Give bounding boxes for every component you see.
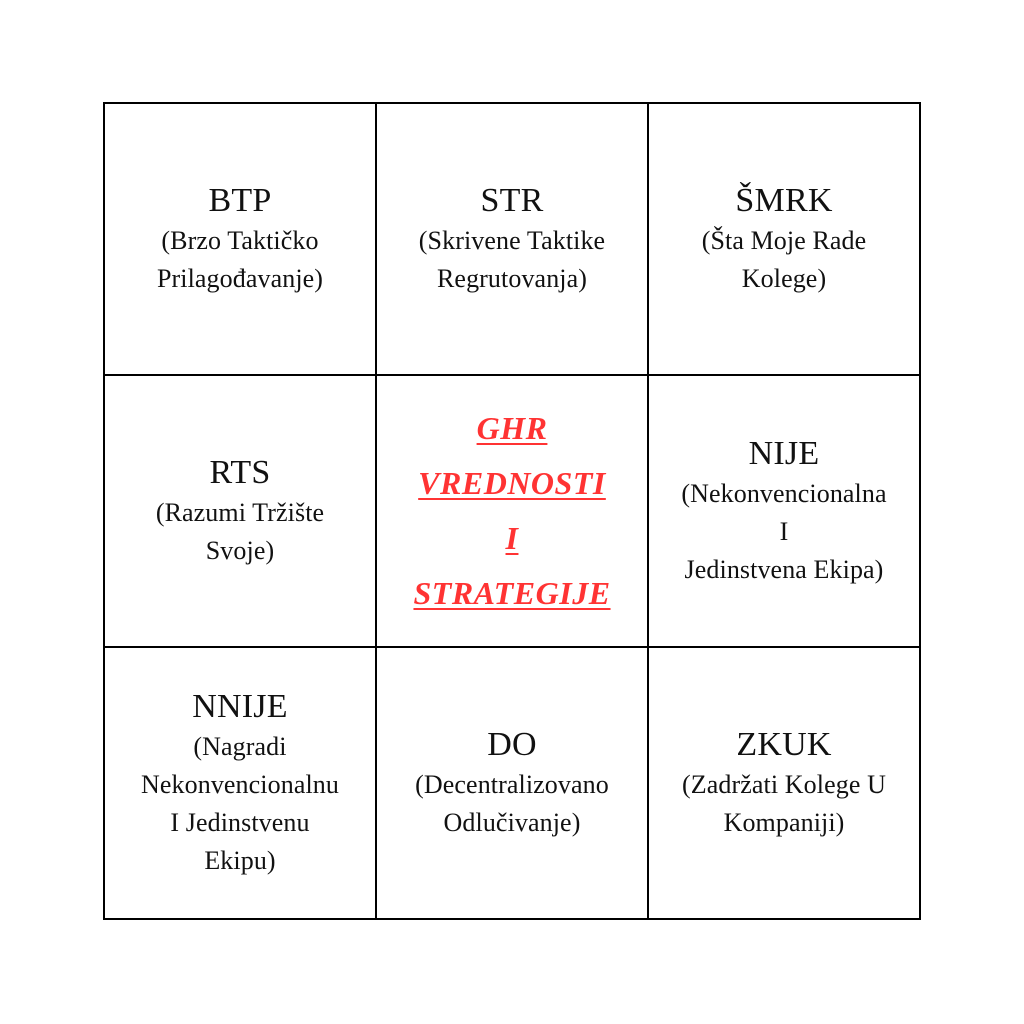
cell-str — [377, 104, 649, 376]
cell-smrk — [649, 104, 919, 376]
cell-description-line: Kompaniji) — [723, 807, 845, 837]
cell-description-line: Svoje) — [205, 535, 275, 565]
values-grid — [103, 102, 921, 920]
center-title-line: STRATEGIJE — [413, 575, 611, 611]
cell-abbreviation: DO — [487, 725, 537, 763]
cell-description-line: I Jedinstvenu — [170, 807, 310, 837]
cell-description-line: (Skrivene Taktike — [418, 225, 606, 255]
cell-description-line: Odlučivanje) — [443, 807, 581, 837]
cell-description-line: Prilagođavanje) — [156, 263, 324, 293]
cell-abbreviation: NIJE — [748, 434, 820, 472]
cell-abbreviation: ŠMRK — [735, 181, 833, 219]
cell-do — [377, 648, 649, 918]
cell-abbreviation: STR — [480, 181, 544, 219]
cell-description-line: (Nekonvencionalna — [681, 478, 887, 508]
cell-description-line: Ekipu) — [204, 845, 276, 875]
cell-description-line: (Razumi Tržište — [155, 497, 325, 527]
cell-abbreviation: NNIJE — [192, 687, 288, 725]
cell-nnije — [105, 648, 377, 918]
cell-abbreviation: RTS — [209, 453, 271, 491]
center-title-line: I — [505, 520, 519, 556]
cell-description-line: Kolege) — [741, 263, 827, 293]
cell-description-line: (Decentralizovano — [415, 769, 609, 799]
cell-description-line: (Nagradi — [193, 731, 287, 761]
cell-center-title — [377, 376, 649, 648]
center-title-line: GHR — [476, 410, 548, 446]
cell-abbreviation: BTP — [208, 181, 272, 219]
cell-rts — [105, 376, 377, 648]
cell-description-line: (Šta Moje Rade — [701, 225, 867, 255]
cell-abbreviation: ZKUK — [736, 725, 832, 763]
cell-nije — [649, 376, 919, 648]
cell-description-line: (Zadržati Kolege U — [682, 769, 886, 799]
cell-description-line: Nekonvencionalnu — [141, 769, 339, 799]
cell-description-line: Regrutovanja) — [436, 263, 588, 293]
center-title-line: VREDNOSTI — [418, 465, 606, 501]
cell-btp — [105, 104, 377, 376]
cell-zkuk — [649, 648, 919, 918]
cell-description-line: Jedinstvena Ekipa) — [684, 554, 884, 584]
cell-description-line: I — [779, 516, 789, 546]
cell-description-line: (Brzo Taktičko — [161, 225, 319, 255]
